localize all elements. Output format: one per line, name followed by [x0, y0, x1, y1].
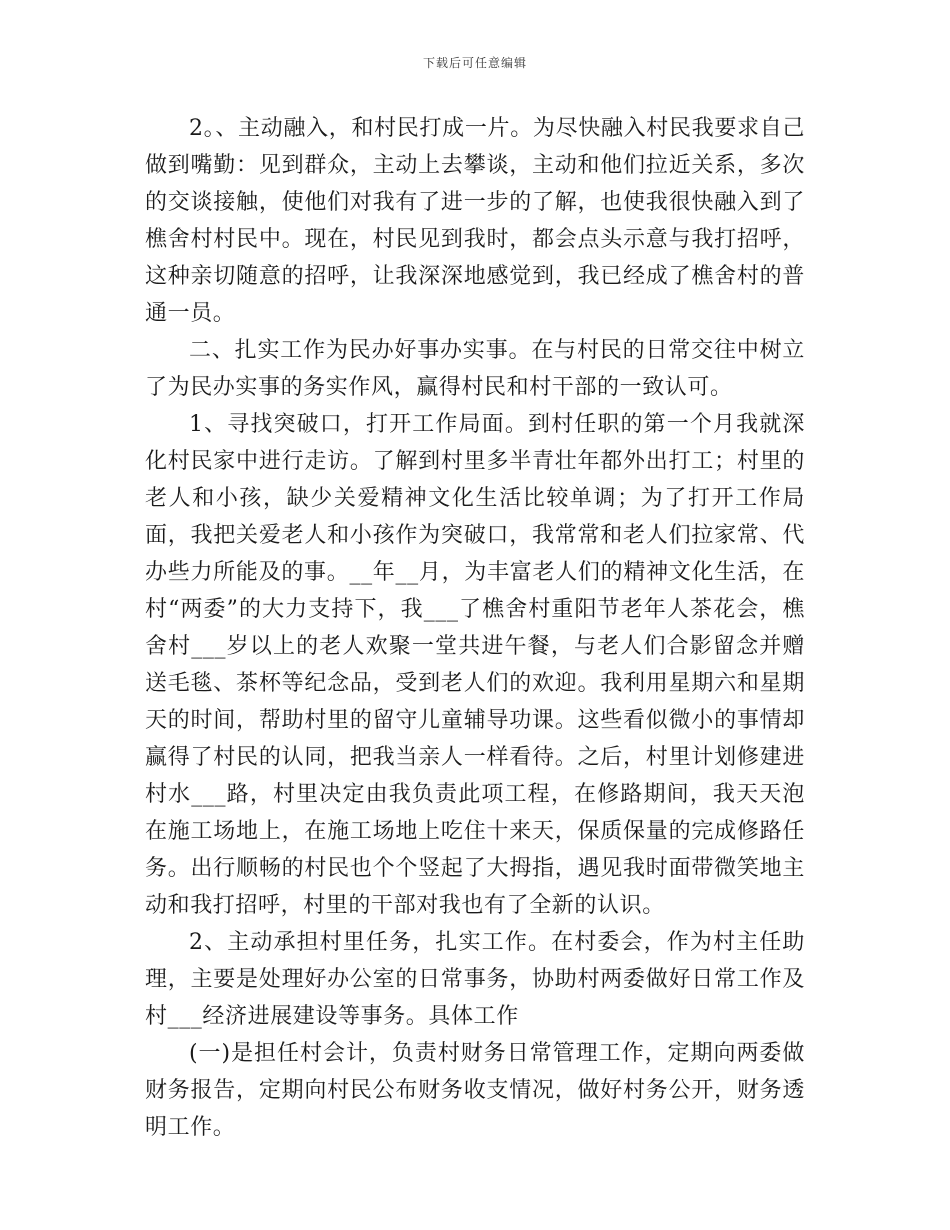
paragraph-integrate-villagers: 2。、主动融入，和村民打成一片。为尽快融入村民我要求自己做到嘴勤：见到群众，主动上去攀谈，主动和他们拉近关系，多次的交谈接触，使他们对我有了进一步的了解，也使我很快融入到了樵舍村村民中。现在，村民见到我时，都会点头示意与我打招呼，这种亲切随意的招呼，让我深深地感觉到，我已经成了樵舍村的普通一员。 — [145, 116, 805, 326]
paragraph-practical-work: 二、扎实工作为民办好事办实事。在与村民的日常交往中树立了为民办实事的务实作风，赢得村民和村干部的一致认可。 — [145, 338, 805, 400]
paragraph-accountant: (一)是担任村会计，负责村财务日常管理工作，定期向两委做财务报告，定期向村民公布财务收支情况，做好村务公开，财务透明工作。 — [145, 1041, 805, 1140]
paragraph-village-tasks: 2、主动承担村里任务，扎实工作。在村委会，作为村主任助理，主要是处理好办公室的日常事务，协助村两委做好日常工作及村___经济进展建设等事务。具体工作 — [145, 930, 805, 1029]
page-header: 下载后可任意编辑 — [422, 56, 527, 70]
paragraph-breakthrough: 1、寻找突破口，打开工作局面。到村任职的第一个月我就深化村民家中进行走访。了解到村里多半青壮年都外出打工；村里的老人和小孩，缺少关爱精神文化生活比较单调；为了打开工作局面，我把关爱老人和小孩作为突破口，我常常和老人们拉家常、代办些力所能及的事。__年__月，为丰富老人们的精神文化生活，在村“两委”的大力支持下，我___了樵舍村重阳节老年人茶花会，樵舍村___岁以上的老人欢聚一堂共进午餐，与老人们合影留念并赠送毛毯、茶杯等纪念品，受到老人们的欢迎。我利用星期六和星期天的时间，帮助村里的留守儿童辅导功课。这些看似微小的事情却赢得了村民的认同，把我当亲人一样看待。之后，村里计划修建进村水___路，村里决定由我负责此项工程，在修路期间，我天天泡在施工场地上，在施工场地上吃住十来天，保质保量的完成修路任务。出行顺畅的村民也个个竖起了大拇指，遇见我时面带微笑地主动和我打招呼，村里的干部对我也有了全新的认识。 — [145, 412, 805, 918]
document-body — [145, 110, 805, 1146]
